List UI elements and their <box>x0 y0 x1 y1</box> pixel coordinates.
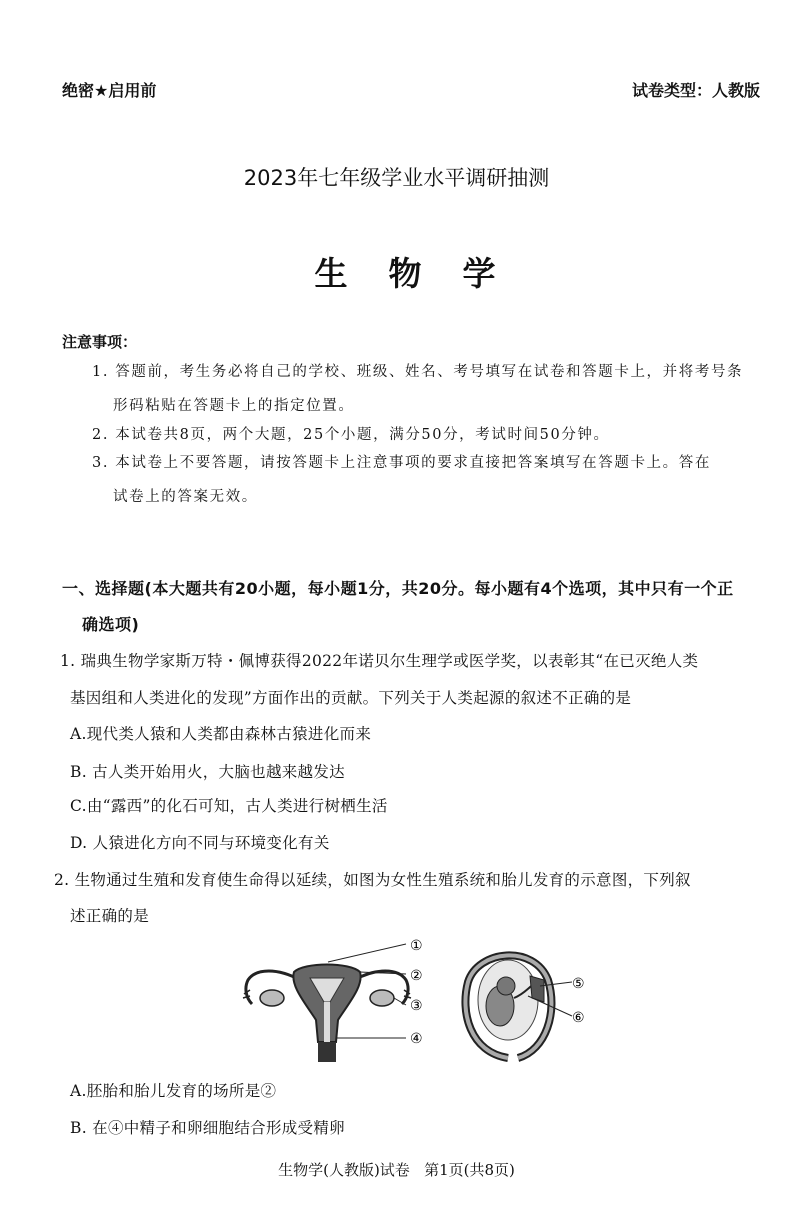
question-2-stem-line-1: 2. 生物通过生殖和发育使生命得以延续，如图为女性生殖系统和胎儿发育的示意图，下列叙 <box>54 871 691 889</box>
exam-title: 2023年七年级学业水平调研抽测 <box>243 166 550 190</box>
section-heading-line-1: 一、选择题(本大题共有20小题，每小题1分，共20分。每小题有4个选项，其中只有一个正 <box>62 579 734 598</box>
section-heading-line-2: 确选项) <box>82 615 140 634</box>
figure-label-5: ⑤ <box>572 976 585 992</box>
figure-label-4: ④ <box>410 1031 423 1047</box>
notice-heading: 注意事项： <box>62 333 138 351</box>
question-1-stem-line-2: 基因组和人类进化的发现”方面作出的贡献。下列关于人类起源的叙述不正确的是 <box>70 689 632 707</box>
page-footer: 生物学(人教版)试卷 第1页(共8页) <box>278 1161 515 1179</box>
question-2-option-b: B. 在④中精子和卵细胞结合形成受精卵 <box>70 1119 345 1137</box>
reproductive-system-figure <box>238 932 608 1066</box>
notice-item-3-line-1: 3. 本试卷上不要答题，请按答题卡上注意事项的要求直接把答案填写在答题卡上。答在 <box>92 455 711 471</box>
figure-label-1: ① <box>410 938 423 954</box>
question-1-stem-line-1: 1. 瑞典生物学家斯万特・佩博获得2022年诺贝尔生理学或医学奖，以表彰其“在已灭绝人类 <box>60 652 699 670</box>
question-2-stem-line-2: 述正确的是 <box>70 907 150 925</box>
fetus-in-uterus-diagram <box>465 955 572 1058</box>
notice-item-3-line-2: 试卷上的答案无效。 <box>113 489 258 505</box>
figure-label-2: ② <box>410 968 423 984</box>
question-1-option-d: D. 人猿进化方向不同与环境变化有关 <box>70 834 330 852</box>
question-1-option-c: C.由“露西”的化石可知，古人类进行树栖生活 <box>70 797 388 815</box>
notice-item-2: 2. 本试卷共8页，两个大题，25个小题，满分50分，考试时间50分钟。 <box>92 427 610 443</box>
notice-item-1-line-1: 1. 答题前，考生务必将自己的学校、班级、姓名、考号填写在试卷和答题卡上，并将考号条 <box>92 364 744 380</box>
question-1-option-b: B. 古人类开始用火，大脑也越来越发达 <box>70 763 345 781</box>
question-2-option-a: A.胚胎和胎儿发育的场所是② <box>70 1082 277 1100</box>
exam-type-label: 试卷类型：人教版 <box>631 81 760 100</box>
notice-item-1-line-2: 形码粘贴在答题卡上的指定位置。 <box>113 398 355 414</box>
figure-label-3: ③ <box>410 998 423 1014</box>
question-1-option-a: A.现代类人猿和人类都由森林古猿进化而来 <box>70 725 372 743</box>
confidential-label: 绝密★启用前 <box>62 81 157 100</box>
female-reproductive-system-diagram <box>243 944 411 1062</box>
figure-label-6: ⑥ <box>572 1010 585 1026</box>
subject-title: 生 物 学 <box>314 254 502 293</box>
